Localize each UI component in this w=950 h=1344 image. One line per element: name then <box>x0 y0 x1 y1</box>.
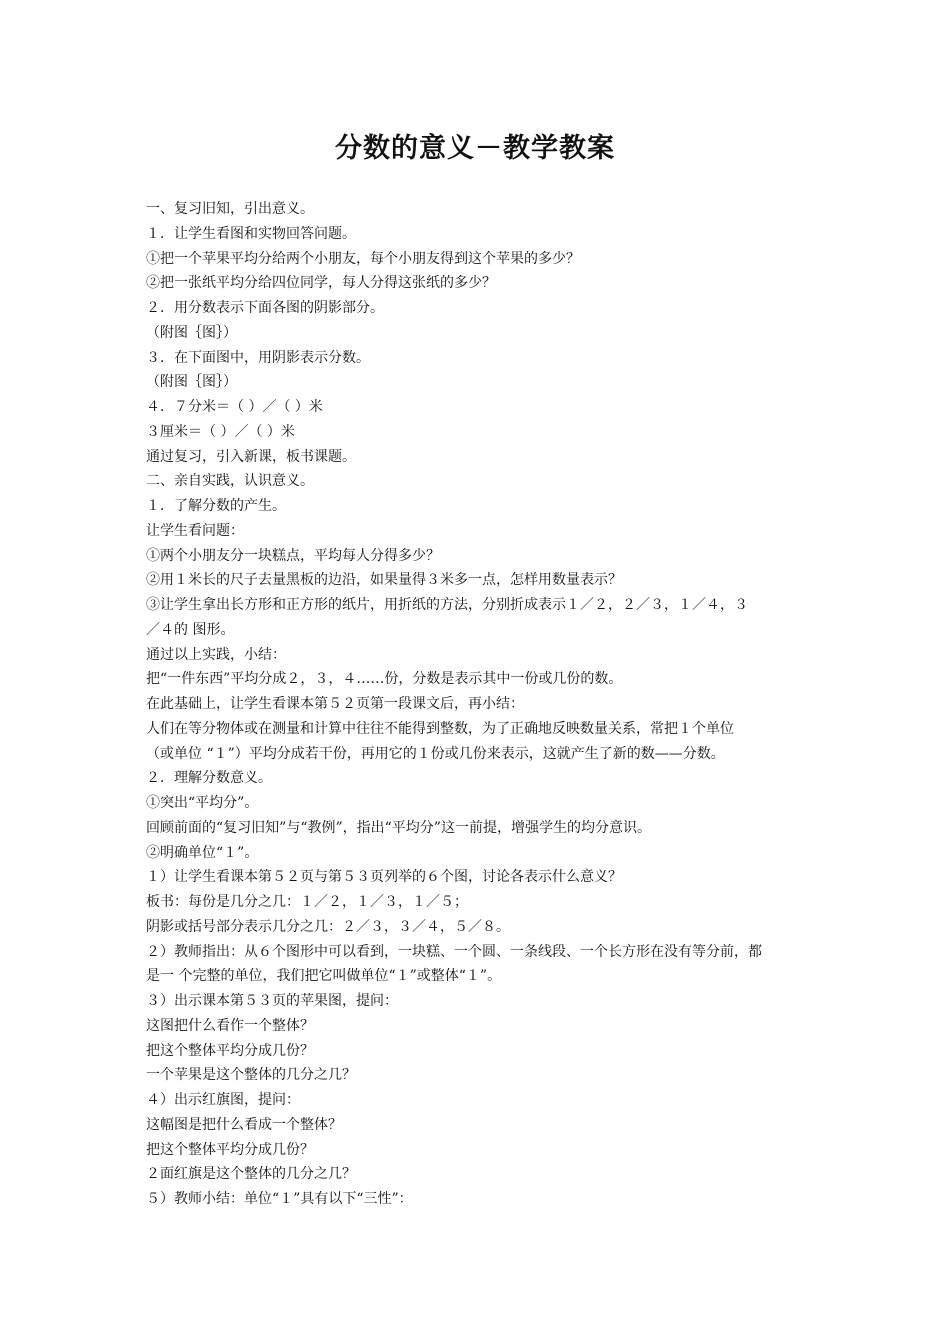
text-line: ２）教师指出：从６个图形中可以看到，一块糕、一个圆、一条线段、一个长方形在没有等分前，都 <box>146 943 762 960</box>
text-line: ②把一张纸平均分给四位同学，每人分得这张纸的多少？ <box>146 275 496 292</box>
document-title: 分数的意义－教学教案 <box>335 133 615 164</box>
text-line: ２面红旗是这个整体的几分之几？ <box>146 1166 356 1183</box>
text-line: 一、复习旧知，引出意义。 <box>146 201 314 217</box>
text-line: ①把一个苹果平均分给两个小朋友，每个小朋友得到这个苹果的多少？ <box>146 250 580 267</box>
text-line: ２．用分数表示下面各图的阴影部分。 <box>146 300 384 316</box>
text-line: １．了解分数的产生。 <box>146 498 286 514</box>
text-line: 把这个整体平均分成几份？ <box>146 1042 314 1059</box>
text-line: ②明确单位“１”。 <box>146 844 259 861</box>
text-line: 阴影或括号部分表示几分之几：２／３，３／４，５／８。 <box>146 918 510 935</box>
text-line: 人们在等分物体或在测量和计算中往往不能得到整数，为了正确地反映数量关系，常把１个单位 <box>146 720 734 737</box>
text-line: 是一 个完整的单位，我们把它叫做单位“１”或整体“１”。 <box>146 968 502 985</box>
text-line: 这幅图是把什么看成一个整体？ <box>146 1116 342 1133</box>
text-line: ②用１米长的尺子去量黑板的边沿，如果量得３米多一点，怎样用数量表示？ <box>146 572 622 589</box>
text-line: ③让学生拿出长方形和正方形的纸片，用折纸的方法，分别折成表示１／２，２／３，１／４，３ <box>146 597 748 613</box>
text-line: ３厘米＝（ ）／（ ）米 <box>146 423 295 440</box>
text-line: （附图｛图｝） <box>146 324 237 341</box>
text-line: ①突出“平均分”。 <box>146 795 259 811</box>
text-line: 在此基础上，让学生看课本第５２页第一段课文后，再小结： <box>146 696 524 712</box>
text-line: 回顾前面的“复习旧知”与“教例”，指出“平均分”这一前提，增强学生的均分意识。 <box>146 819 651 836</box>
text-line: 这图把什么看作一个整体？ <box>146 1017 314 1034</box>
text-line: 把“一件东西”平均分成２，３，４……份，分数是表示其中一份或几份的数。 <box>146 671 623 688</box>
text-line: ２．理解分数意义。 <box>146 770 272 787</box>
text-line: 板书：每份是几分之几：１／２，１／３，１／５； <box>146 894 468 910</box>
text-line: １）让学生看课本第５２页与第５３页列举的６个图，讨论各表示什么意义？ <box>146 869 622 886</box>
text-line: 让学生看问题： <box>146 522 244 539</box>
text-line: 把这个整体平均分成几份？ <box>146 1141 314 1158</box>
text-line: ３）出示课本第５３页的苹果图，提问： <box>146 993 398 1009</box>
text-line: ３．在下面图中，用阴影表示分数。 <box>146 349 370 366</box>
text-line: （附图｛图｝） <box>146 374 237 391</box>
text-line: 一个苹果是这个整体的几分之几？ <box>146 1067 356 1084</box>
text-line: １．让学生看图和实物回答问题。 <box>146 225 356 242</box>
text-line: 通过复习，引入新课，板书课题。 <box>146 448 356 465</box>
text-line: （或单位 “１”）平均分成若干份，再用它的１份或几份来表示，这就产生了新的数——分数。 <box>146 745 725 762</box>
text-line: 通过以上实践，小结： <box>146 646 286 663</box>
text-line: ４．７分米＝（ ）／（ ）米 <box>146 399 323 415</box>
text-line: 二、亲自实践，认识意义。 <box>146 473 314 490</box>
text-line: ４）出示红旗图，提问： <box>146 1092 300 1108</box>
document-body <box>146 197 814 1212</box>
text-line: ／４的 图形。 <box>146 621 235 638</box>
text-line: ①两个小朋友分一块糕点，平均每人分得多少？ <box>146 547 440 564</box>
text-line: ５）教师小结：单位“１”具有以下“三性”： <box>146 1191 413 1207</box>
